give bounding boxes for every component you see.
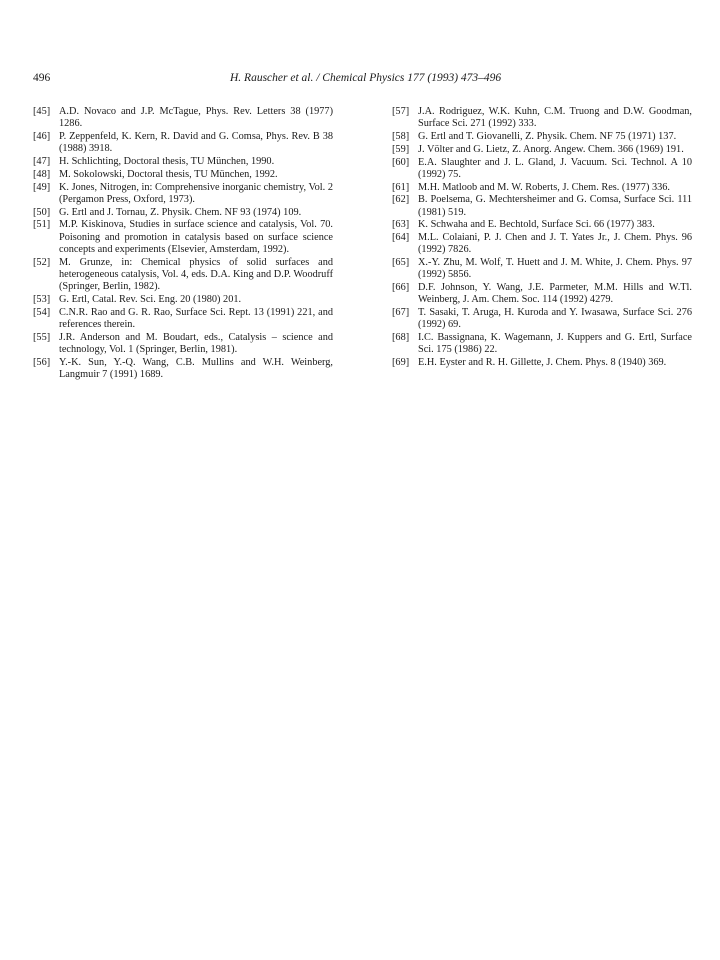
- reference-number: [54]: [33, 306, 51, 318]
- reference-text: E.H. Eyster and R. H. Gillette, J. Chem. Phys. 8 (1940) 369.: [418, 357, 667, 369]
- reference-66: [392, 282, 692, 306]
- reference-number: [45]: [33, 106, 51, 117]
- reference-text: J. Völter and G. Lietz, Z. Anorg. Angew. Chem. 366 (1969) 191.: [418, 143, 684, 155]
- reference-number: [46]: [33, 131, 51, 142]
- reference-text: J.A. Rodriguez, W.K. Kuhn, C.M. Truong and D.W. Goodman, Surface Sci. 271 (1992) 333.: [418, 106, 692, 130]
- reference-65: [392, 257, 692, 281]
- reference-text: T. Sasaki, T. Aruga, H. Kuroda and Y. Iwasawa, Surface Sci. 276 (1992) 69.: [418, 307, 692, 331]
- reference-47: [33, 156, 333, 168]
- reference-number: [61]: [392, 181, 410, 193]
- reference-text: E.A. Slaughter and J. L. Gland, J. Vacuum. Sci. Technol. A 10 (1992) 75.: [418, 156, 692, 180]
- reference-67: [392, 307, 692, 331]
- references-right-column: [392, 106, 692, 370]
- reference-text: K. Schwaha and E. Bechtold, Surface Sci. 66 (1977) 383.: [418, 219, 655, 231]
- reference-number: [51]: [33, 219, 51, 231]
- reference-text: M.H. Matloob and M. W. Roberts, J. Chem. Res. (1977) 336.: [418, 181, 670, 193]
- reference-52: [33, 257, 333, 294]
- reference-55: [33, 332, 333, 356]
- reference-text: X.-Y. Zhu, M. Wolf, T. Huett and J. M. White, J. Chem. Phys. 97 (1992) 5856.: [418, 257, 692, 281]
- reference-68: [392, 332, 692, 356]
- reference-text: J.R. Anderson and M. Boudart, eds., Catalysis – science and technology, Vol. 1 (Springer, Berlin, 1981).: [59, 331, 333, 355]
- reference-number: [68]: [392, 332, 410, 344]
- reference-text: M.L. Colaiani, P. J. Chen and J. T. Yates Jr., J. Chem. Phys. 96 (1992) 7826.: [418, 232, 692, 256]
- reference-59: [392, 144, 692, 156]
- reference-50: [33, 207, 333, 219]
- reference-46: [33, 131, 333, 155]
- reference-number: [52]: [33, 256, 51, 268]
- reference-text: G. Ertl and J. Tornau, Z. Physik. Chem. NF 93 (1974) 109.: [59, 206, 302, 218]
- reference-64: [392, 232, 692, 256]
- reference-text: H. Schlichting, Doctoral thesis, TU München, 1990.: [59, 156, 275, 167]
- reference-69: [392, 357, 692, 369]
- reference-text: D.F. Johnson, Y. Wang, J.E. Parmeter, M.M. Hills and W.Tl. Weinberg, J. Am. Chem. Soc. 114 (1992) 4279.: [418, 282, 692, 306]
- reference-number: [65]: [392, 257, 410, 269]
- reference-number: [53]: [33, 293, 51, 305]
- reference-51: [33, 219, 333, 256]
- references-left-column: [33, 106, 333, 382]
- reference-number: [50]: [33, 206, 51, 218]
- reference-number: [64]: [392, 232, 410, 244]
- reference-number: [47]: [33, 156, 51, 167]
- reference-number: [58]: [392, 131, 410, 142]
- reference-number: [62]: [392, 194, 410, 206]
- reference-62: [392, 194, 692, 218]
- reference-number: [57]: [392, 106, 410, 117]
- reference-text: M. Grunze, in: Chemical physics of solid surfaces and heterogeneous catalysis, Vol. 4, eds. D.A. King and D.P. Woodruff (Springer, Berlin, 1982).: [59, 256, 333, 292]
- reference-text: P. Zeppenfeld, K. Kern, R. David and G. Comsa, Phys. Rev. B 38 (1988) 3918.: [59, 131, 333, 155]
- reference-text: Y.-K. Sun, Y.-Q. Wang, C.B. Mullins and W.H. Weinberg, Langmuir 7 (1991) 1689.: [59, 356, 333, 380]
- page-number: 496: [33, 72, 51, 84]
- reference-49: [33, 182, 333, 206]
- reference-number: [66]: [392, 282, 410, 294]
- reference-text: B. Poelsema, G. Mechtersheimer and G. Comsa, Surface Sci. 111 (1981) 519.: [418, 194, 692, 218]
- reference-number: [59]: [392, 143, 410, 155]
- reference-number: [55]: [33, 331, 51, 343]
- reference-number: [60]: [392, 156, 410, 168]
- reference-61: [392, 182, 692, 194]
- reference-45: [33, 106, 333, 130]
- reference-number: [67]: [392, 307, 410, 319]
- reference-48: [33, 169, 333, 181]
- reference-number: [48]: [33, 168, 51, 180]
- reference-number: [49]: [33, 181, 51, 193]
- reference-58: [392, 131, 692, 143]
- reference-text: M.P. Kiskinova, Studies in surface science and catalysis, Vol. 70. Poisoning and promotion in catalysis based on surface science concepts and experiments (Elsevier, Amsterdam, 1992).: [59, 219, 333, 255]
- reference-number: [63]: [392, 219, 410, 231]
- reference-number: [69]: [392, 357, 410, 369]
- reference-57: [392, 106, 692, 130]
- reference-text: I.C. Bassignana, K. Wagemann, J. Kuppers and G. Ertl, Surface Sci. 175 (1986) 22.: [418, 332, 692, 356]
- reference-60: [392, 157, 692, 181]
- reference-text: A.D. Novaco and J.P. McTague, Phys. Rev. Letters 38 (1977) 1286.: [59, 106, 333, 130]
- reference-56: [33, 357, 333, 381]
- reference-63: [392, 219, 692, 231]
- reference-text: K. Jones, Nitrogen, in: Comprehensive inorganic chemistry, Vol. 2 (Pergamon Press, Oxford, 1973).: [59, 181, 333, 205]
- reference-text: M. Sokolowski, Doctoral thesis, TU München, 1992.: [59, 168, 278, 180]
- reference-text: G. Ertl and T. Giovanelli, Z. Physik. Chem. NF 75 (1971) 137.: [418, 131, 677, 142]
- reference-text: C.N.R. Rao and G. R. Rao, Surface Sci. Rept. 13 (1991) 221, and references therein.: [59, 306, 333, 330]
- reference-53: [33, 294, 333, 306]
- reference-number: [56]: [33, 356, 51, 368]
- reference-text: G. Ertl, Catal. Rev. Sci. Eng. 20 (1980) 201.: [59, 293, 242, 305]
- reference-54: [33, 307, 333, 331]
- running-head: H. Rauscher et al. / Chemical Physics 177 (1993) 473–496: [230, 72, 502, 84]
